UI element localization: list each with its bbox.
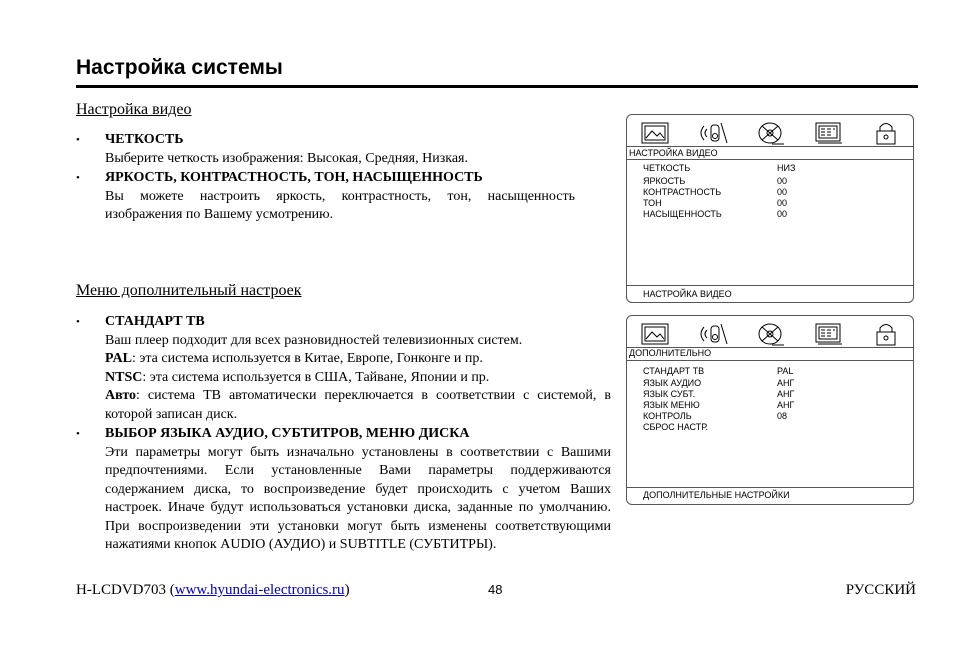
control-panel-icon (812, 320, 846, 348)
osd-row-label: ЯЗЫК АУДИО (643, 378, 702, 388)
osd-extra-row[interactable] (643, 400, 883, 411)
auto-text: : система ТВ автоматически переключается в соответствии с системой, в которой записан диск. (105, 388, 611, 422)
disc-icon (754, 119, 788, 147)
osd-row-value: НИЗ (777, 163, 796, 173)
footer-website-link[interactable]: www.hyundai-electronics.ru (174, 582, 345, 598)
osd-row-value: 08 (777, 411, 788, 421)
osd-extra-row[interactable] (643, 389, 883, 400)
footer-model-text: H-LCDVD703 ( (76, 582, 175, 598)
bullet-sharpness (76, 131, 611, 168)
osd-extra-panel (626, 315, 914, 505)
osd-row-label: КОНТРАСТНОСТЬ (643, 187, 722, 197)
osd-header-rule (627, 360, 913, 361)
language-text: Эти параметры могут быть изначально установлены в соответствии с Вашими предпочтениями. Если установленные Вами параметры поддерживаются содержанием диска, то воспроизведение будет происходить с учетом Ваших настроек. Иначе будут использоваться установки диска, заданные по умолчанию. При воспроизведении эти установки могут быть изменены соответствующими нажатиями кнопок AUDIO (АУДИО) и SUBTITLE (СУБТИТРЫ). (105, 444, 611, 552)
picture-icon (639, 119, 673, 147)
osd-video-row[interactable] (643, 176, 883, 187)
tv-standard-auto (105, 387, 611, 424)
osd-video-header: НАСТРОЙКА ВИДЕО (629, 148, 718, 158)
osd-video-panel (626, 114, 914, 303)
bullet-sharpness-head: ЧЕТКОСТЬ (105, 132, 184, 147)
bullet-brightness (76, 169, 611, 225)
osd-header-rule (627, 146, 913, 147)
padlock-icon (869, 119, 903, 147)
osd-row-label: НАСЫЩЕННОСТЬ (643, 209, 722, 219)
speaker-audio-icon (697, 119, 731, 147)
page-number: 48 (488, 582, 503, 597)
bullet-tv-standard (76, 313, 611, 424)
osd-footer-rule (627, 487, 913, 488)
bullet-dot-icon: • (76, 172, 80, 184)
osd-extra-row[interactable] (643, 422, 883, 433)
footer-model (76, 582, 350, 599)
title-rule (76, 85, 918, 88)
osd-video-row[interactable] (643, 163, 883, 174)
osd-row-value: АНГ (777, 378, 795, 388)
osd-video-row[interactable] (643, 187, 883, 198)
osd-row-label: ЯЗЫК СУБТ. (643, 389, 696, 399)
osd-footer-rule (627, 285, 913, 286)
osd-row-label: ЯРКОСТЬ (643, 176, 686, 186)
bullet-brightness-text: Вы можете настроить яркость, контрастность, тон, насыщенность изображения по Вашему усмотрению. (105, 188, 575, 222)
osd-extra-row[interactable] (643, 378, 883, 389)
tv-standard-intro: Ваш плеер подходит для всех разновидностей телевизионных систем. (105, 332, 523, 348)
tv-standard-pal (105, 350, 611, 369)
padlock-icon (869, 320, 903, 348)
bullet-dot-icon: • (76, 134, 80, 146)
tv-standard-ntsc (105, 369, 611, 388)
bullet-brightness-head: ЯРКОСТЬ, КОНТРАСТНОСТЬ, ТОН, НАСЫЩЕННОСТЬ (105, 170, 483, 185)
osd-header-rule (627, 159, 913, 160)
bullet-sharpness-text: Выберите четкость изображения: Высокая, Средняя, Низкая. (105, 150, 468, 166)
osd-icon-bar (639, 119, 903, 149)
control-panel-icon (812, 119, 846, 147)
bullet-dot-icon: • (76, 428, 80, 440)
osd-row-value: 00 (777, 198, 788, 208)
osd-row-value: АНГ (777, 389, 795, 399)
footer-model-close: ) (344, 582, 350, 598)
osd-icon-bar (639, 320, 903, 350)
bullet-dot-icon: • (76, 316, 80, 328)
picture-icon (639, 320, 673, 348)
page-title: Настройка системы (76, 56, 283, 79)
osd-row-label: ЧЕТКОСТЬ (643, 163, 691, 173)
pal-text: : эта система используется в Китае, Европе, Гонконге и пр. (131, 351, 483, 366)
pal-term: PAL (105, 351, 132, 366)
osd-row-value: АНГ (777, 400, 795, 410)
osd-extra-header: ДОПОЛНИТЕЛЬНО (629, 348, 712, 358)
osd-extra-row[interactable] (643, 411, 883, 422)
osd-row-label: СБРОС НАСТР. (643, 422, 709, 432)
osd-row-label: СТАНДАРТ ТВ (643, 366, 705, 376)
auto-term: Авто (105, 388, 137, 403)
tv-standard-head: СТАНДАРТ ТВ (105, 314, 205, 329)
osd-extra-row[interactable] (643, 366, 883, 377)
osd-row-value: 00 (777, 187, 788, 197)
osd-video-row[interactable] (643, 209, 883, 220)
osd-row-value: 00 (777, 209, 788, 219)
speaker-audio-icon (697, 320, 731, 348)
ntsc-text: : эта система используется в США, Тайване, Японии и пр. (142, 369, 490, 385)
osd-extra-footer: ДОПОЛНИТЕЛЬНЫЕ НАСТРОЙКИ (643, 490, 790, 500)
osd-video-footer: НАСТРОЙКА ВИДЕО (643, 289, 732, 299)
disc-icon (754, 320, 788, 348)
osd-row-label: ЯЗЫК МЕНЮ (643, 400, 700, 410)
footer-language: РУССКИЙ (845, 582, 916, 598)
extra-section-heading: Меню дополнительный настроек (76, 282, 302, 299)
osd-row-label: ТОН (643, 198, 662, 208)
ntsc-term: NTSC (105, 369, 143, 385)
language-head: ВЫБОР ЯЗЫКА АУДИО, СУБТИТРОВ, МЕНЮ ДИСКА (105, 426, 470, 441)
osd-row-value: PAL (777, 366, 794, 376)
osd-row-value: 00 (777, 176, 788, 186)
video-section-heading: Настройка видео (76, 101, 192, 118)
bullet-language (76, 425, 611, 555)
osd-row-label: КОНТРОЛЬ (643, 411, 692, 421)
osd-video-row[interactable] (643, 198, 883, 209)
